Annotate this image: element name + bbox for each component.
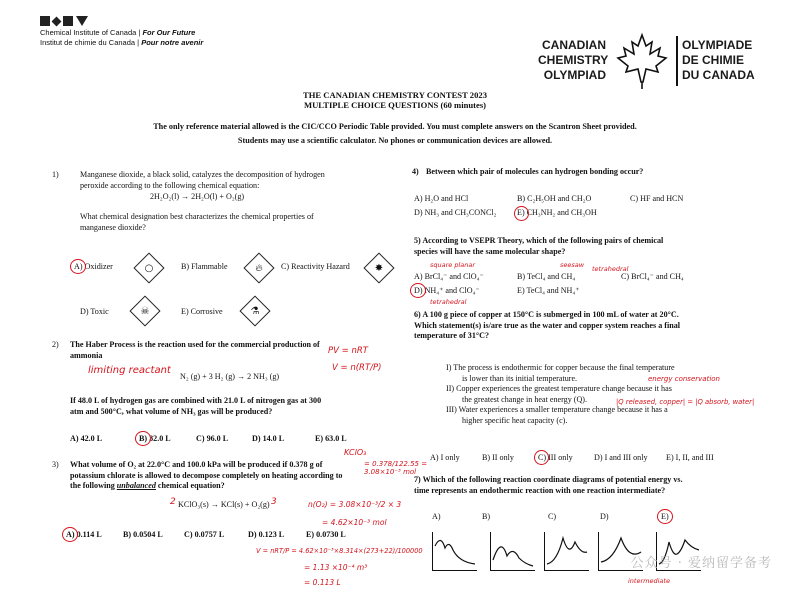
note-volume-calc: V = nRT/P = 4.62×10⁻³×8.314×(273+22)/100000: [256, 547, 423, 555]
answer-circle: [135, 431, 151, 446]
question-2-option-d[interactable]: D) 14.0 L: [252, 434, 285, 443]
answer-circle: [514, 206, 529, 221]
question-7-label-c[interactable]: C): [548, 512, 557, 521]
question-4-option-e[interactable]: E) CH₃NH₂ and CH₃OH: [517, 208, 597, 217]
note-tetrahedral-2: tetrahedral: [430, 298, 467, 306]
answer-circle: [534, 450, 549, 465]
question-4-option-b[interactable]: B) C₂H₅OH and CH₂O: [517, 194, 592, 203]
note-intermediate: intermediate: [628, 577, 670, 585]
note-coefficient-3: 3: [271, 497, 277, 507]
olympiad-name-fr: OLYMPIADE DE CHIMIE DU CANADA: [682, 38, 755, 82]
org-name-fr: Institut de chimie du Canada: [40, 38, 136, 47]
question-7-label-d[interactable]: D): [600, 512, 609, 521]
question-6-option-d[interactable]: D) I and III only: [594, 453, 648, 462]
question-1-option-e[interactable]: E) Corrosive: [181, 307, 223, 316]
question-3-number: 3): [52, 460, 59, 469]
note-seesaw: seesaw: [560, 261, 585, 269]
question-6-statements: I) The process is endothermic for copper because the final temperature is lower than its initial temperature. II) Copper experiences the greatest temperature change because it has the greatest change in heat energy (Q). III) Water experiences a smaller temperature change because it has a higher specific heat capacity (c).: [446, 363, 675, 425]
maple-leaf-icon: [612, 32, 672, 90]
olympiad-name-en: CANADIAN CHEMISTRY OLYMPIAD: [538, 38, 609, 82]
answer-circle: [410, 283, 426, 298]
answer-circle: [62, 527, 78, 542]
header-divider: [676, 36, 678, 86]
question-5-option-d[interactable]: D) NH₄⁺ and ClO₄⁻: [414, 286, 480, 295]
energy-diagram-c: [544, 532, 589, 571]
answer-circle: [657, 509, 673, 524]
corrosive-icon: ⚗: [239, 295, 270, 326]
question-4-option-c[interactable]: C) HF and HCN: [630, 194, 684, 203]
org-name-en: Chemical Institute of Canada: [40, 28, 137, 37]
reactivity-hazard-icon: ✸: [363, 252, 394, 283]
note-volume-litres: = 0.113 L: [304, 578, 341, 587]
question-1-option-a[interactable]: A) Oxidizer: [74, 262, 113, 271]
note-kclo3: KClO₃: [344, 448, 367, 457]
question-7-label-e[interactable]: E): [661, 512, 669, 521]
question-2-number: 2): [52, 340, 59, 349]
question-1-ask: What chemical designation best characterizes the chemical properties of manganese dioxide?: [80, 212, 314, 232]
question-3-option-d[interactable]: D) 0.123 L: [248, 530, 285, 539]
question-6-option-a[interactable]: A) I only: [430, 453, 460, 462]
note-square-planar: square planar: [430, 261, 476, 269]
question-6-option-c[interactable]: C) III only: [538, 453, 573, 462]
question-4-number: 4): [412, 167, 419, 176]
contest-title: THE CANADIAN CHEMISTRY CONTEST 2023: [302, 90, 487, 100]
note-moles-kclo3: = 0.378/122.55 = 3.08×10⁻³ mol: [364, 460, 428, 476]
note-ideal-gas-law: PV = nRT: [328, 346, 368, 356]
logo-triangle-icon: [76, 16, 88, 26]
contest-subtitle: MULTIPLE CHOICE QUESTIONS (60 minutes): [303, 100, 487, 110]
question-3-option-c[interactable]: C) 0.0757 L: [184, 530, 225, 539]
question-2-option-e[interactable]: E) 63.0 L: [315, 434, 347, 443]
note-moles-o2-result: = 4.62×10⁻³ mol: [322, 518, 387, 527]
org-tagline-en: For Our Future: [142, 28, 196, 37]
question-1-option-b[interactable]: B) Flammable: [181, 262, 228, 271]
answer-circle: [70, 259, 86, 274]
question-6-stem: 6) A 100 g piece of copper at 150°C is submerged in 100 mL of water at 20°C. Which statement(s) is/are true as the water and copper system reaches a final temperature of 31°C?: [414, 310, 681, 340]
note-volume-m3: = 1.13 ×10⁻⁴ m³: [304, 563, 368, 572]
question-5-option-b[interactable]: B) TeCl₄ and CH₄: [517, 272, 576, 281]
question-2-stem: The Haber Process is the reaction used for the commercial production of ammonia: [70, 340, 320, 360]
note-energy-conservation: energy conservation: [648, 375, 720, 383]
question-6-option-b[interactable]: B) II only: [482, 453, 514, 462]
question-3-option-b[interactable]: B) 0.0504 L: [123, 530, 163, 539]
question-5-option-a[interactable]: A) BrCl₄⁻ and ClO₄⁻: [414, 272, 484, 281]
question-4-stem: Between which pair of molecules can hydrogen bonding occur?: [426, 167, 644, 176]
question-5-option-c[interactable]: C) BrCl₄⁻ and CH₄: [621, 272, 684, 281]
question-7-label-a[interactable]: A): [432, 512, 441, 521]
question-2-option-c[interactable]: C) 96.0 L: [196, 434, 229, 443]
question-2-equation: N₂ (g) + 3 H₂ (g) → 2 NH₃ (g): [180, 372, 280, 381]
question-1-stem: Manganese dioxide, a black solid, catalyzes the decomposition of hydrogen peroxide according to the following chemical equation:: [80, 170, 325, 190]
note-coefficient-2: 2: [170, 497, 176, 507]
note-heat-balance: |Q released, copper| = |Q absorb, water|: [616, 398, 755, 406]
note-volume-formula: V = n(RT/P): [332, 363, 382, 373]
question-3-option-e[interactable]: E) 0.0730 L: [306, 530, 346, 539]
question-1-option-d[interactable]: D) Toxic: [80, 307, 109, 316]
instructions-line2: Students may use a scientific calculator. No phones or communication devices are allowed.: [237, 136, 553, 145]
note-limiting-reactant: limiting reactant: [88, 365, 171, 376]
question-1-option-c[interactable]: C) Reactivity Hazard: [281, 262, 350, 271]
note-tetrahedral-1: tetrahedral: [592, 265, 629, 273]
energy-diagram-b: [490, 532, 535, 571]
note-moles-o2: n(O₂) = 3.08×10⁻³/2 × 3: [308, 500, 402, 509]
logo-square-icon: [40, 16, 50, 26]
question-2-option-b[interactable]: B) 32.0 L: [139, 434, 171, 443]
question-3-option-a[interactable]: A) 0.114 L: [66, 530, 102, 539]
question-7-label-b[interactable]: B): [482, 512, 491, 521]
cic-header: Chemical Institute of Canada | For Our Future Institut de chimie du Canada | Pour notre avenir: [40, 28, 204, 47]
logo-diamond-icon: [52, 16, 62, 26]
toxic-icon: ☠: [129, 295, 160, 326]
question-7-stem: 7) Which of the following reaction coordinate diagrams of potential energy vs. time represents an endothermic reaction with one reaction intermediate?: [414, 475, 683, 495]
question-4-option-d[interactable]: D) NH₃ and CH₃CONCl₂: [414, 208, 497, 217]
logo-square-icon: [63, 16, 73, 26]
question-3-stem: What volume of O₂ at 22.0°C and 100.0 kPa will be produced if 0.378 g of potassium chlorate is allowed to decompose completely on heating according to the following unbalanced chemical equation?: [70, 460, 343, 490]
org-tagline-fr: Pour notre avenir: [141, 38, 204, 47]
question-4-option-a[interactable]: A) H₂O and HCl: [414, 194, 469, 203]
energy-diagram-a: [432, 532, 477, 571]
question-5-stem: 5) According to VSEPR Theory, which of the following pairs of chemical species will have the same molecular shape?: [414, 236, 664, 256]
oxidizer-icon: ○: [133, 252, 164, 283]
question-3-equation: KClO₃(s) → KCl(s) + O₂(g): [178, 500, 270, 509]
question-1-number: 1): [52, 170, 59, 179]
question-2-option-a[interactable]: A) 42.0 L: [70, 434, 103, 443]
question-2-ask: If 48.0 L of hydrogen gas are combined with 21.0 L of nitrogen gas at 300 atm and 500°C, what volume of NH₃ gas will be produced?: [70, 396, 322, 416]
watermark: 公众号 · 爱纳留学备考: [630, 556, 772, 571]
question-1-equation: 2H₂O₂(l) → 2H₂O(l) + O₂(g): [150, 192, 245, 201]
instructions-line1: The only reference material allowed is the CIC/CCO Periodic Table provided. You must complete answers on the Scantron Sheet provided.: [153, 122, 637, 131]
question-5-option-e[interactable]: E) TeCl₄ and NH₄⁺: [517, 286, 580, 295]
flammable-icon: 🔥︎: [243, 252, 274, 283]
question-6-option-e[interactable]: E) I, II, and III: [666, 453, 714, 462]
cic-logo: [40, 12, 91, 26]
